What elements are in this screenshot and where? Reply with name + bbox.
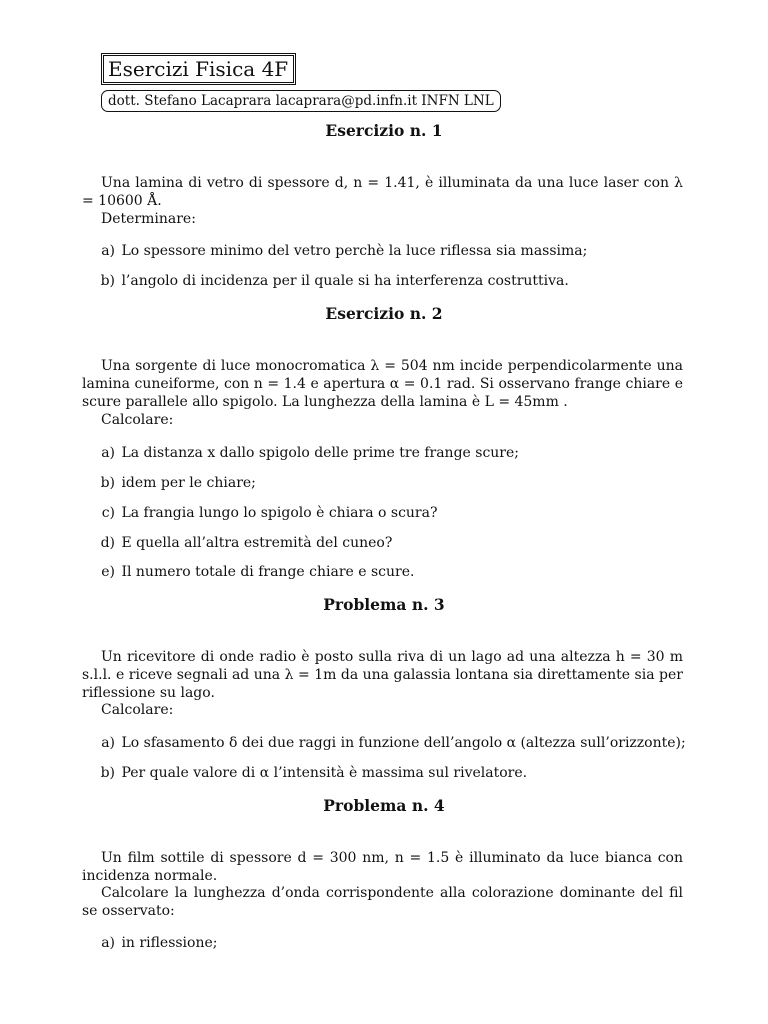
exercise-1-heading: Esercizio n. 1 bbox=[325, 121, 443, 140]
item-label: e) bbox=[101, 564, 115, 580]
item-label: b) bbox=[100, 273, 115, 289]
item-label: d) bbox=[100, 535, 115, 551]
exercise-1-task: Determinare: bbox=[101, 211, 196, 227]
exercise-2-item bbox=[82, 534, 692, 552]
problem-4-intro: Un film sottile di spessore d = 300 nm, n = 1.5 è illuminato da luce bianca con incidenza normale. bbox=[82, 850, 683, 884]
item-text: La distanza x dallo spigolo delle prime tre frange scure; bbox=[121, 445, 519, 461]
document-title: Esercizi Fisica 4F bbox=[101, 53, 296, 85]
item-label: b) bbox=[100, 475, 115, 491]
item-label: a) bbox=[101, 243, 115, 259]
item-text: Il numero totale di frange chiare e scure. bbox=[121, 564, 415, 580]
item-label: c) bbox=[101, 505, 115, 521]
author-line: dott. Stefano Lacaprara lacaprara@pd.infn.it INFN LNL bbox=[101, 90, 501, 112]
item-label: a) bbox=[101, 935, 115, 951]
problem-3-intro: Un ricevitore di onde radio è posto sulla riva di un lago ad una altezza h = 30 m s.l.l. e riceve segnali ad una λ = 1m da una galassia lontana sia direttamente sia per riflessione su lago. bbox=[82, 649, 683, 701]
item-text: idem per le chiare; bbox=[121, 475, 256, 491]
item-text: Lo sfasamento δ dei due raggi in funzione dell’angolo α (altezza sull’orizzonte); bbox=[121, 735, 686, 751]
exercise-2-intro: Una sorgente di luce monocromatica λ = 504 nm incide perpendicolarmente una lamina cuneiforme, con n = 1.4 e apertura α = 0.1 rad. Si osservano frange chiare e scure parallele allo spigolo. La lunghezza della lamina è L = 45mm . bbox=[82, 358, 683, 410]
item-text: l’angolo di incidenza per il quale si ha interferenza costruttiva. bbox=[121, 273, 569, 289]
problem-3-task: Calcolare: bbox=[101, 702, 174, 718]
item-label: b) bbox=[100, 765, 115, 781]
exercise-2-item bbox=[82, 563, 692, 581]
item-text: La frangia lungo lo spigolo è chiara o scura? bbox=[121, 505, 438, 521]
item-label: a) bbox=[101, 735, 115, 751]
exercise-2-item bbox=[82, 504, 692, 522]
item-text: Lo spessore minimo del vetro perchè la luce riflessa sia massima; bbox=[121, 243, 588, 259]
problem-3-heading: Problema n. 3 bbox=[323, 595, 445, 614]
item-text: E quella all’altra estremità del cuneo? bbox=[121, 535, 393, 551]
exercise-1-item bbox=[82, 242, 692, 260]
problem-4-item bbox=[82, 934, 692, 952]
item-text: Per quale valore di α l’intensità è massima sul rivelatore. bbox=[121, 765, 528, 781]
exercise-2-heading: Esercizio n. 2 bbox=[325, 304, 443, 323]
exercise-2-item bbox=[82, 474, 692, 492]
item-label: a) bbox=[101, 445, 115, 461]
exercise-1-intro: Una lamina di vetro di spessore d, n = 1.41, è illuminata da una luce laser con λ = 10600 Å. bbox=[82, 175, 683, 209]
item-text: in riflessione; bbox=[121, 935, 218, 951]
problem-3-item bbox=[82, 734, 692, 752]
exercise-2-item bbox=[82, 444, 692, 462]
exercise-1-item bbox=[82, 272, 692, 290]
problem-4-heading: Problema n. 4 bbox=[323, 796, 445, 815]
problem-4-task: Calcolare la lunghezza d’onda corrispondente alla colorazione dominante del fil se osservato: bbox=[82, 885, 683, 919]
exercise-2-task: Calcolare: bbox=[101, 412, 174, 428]
problem-3-item bbox=[82, 764, 692, 782]
